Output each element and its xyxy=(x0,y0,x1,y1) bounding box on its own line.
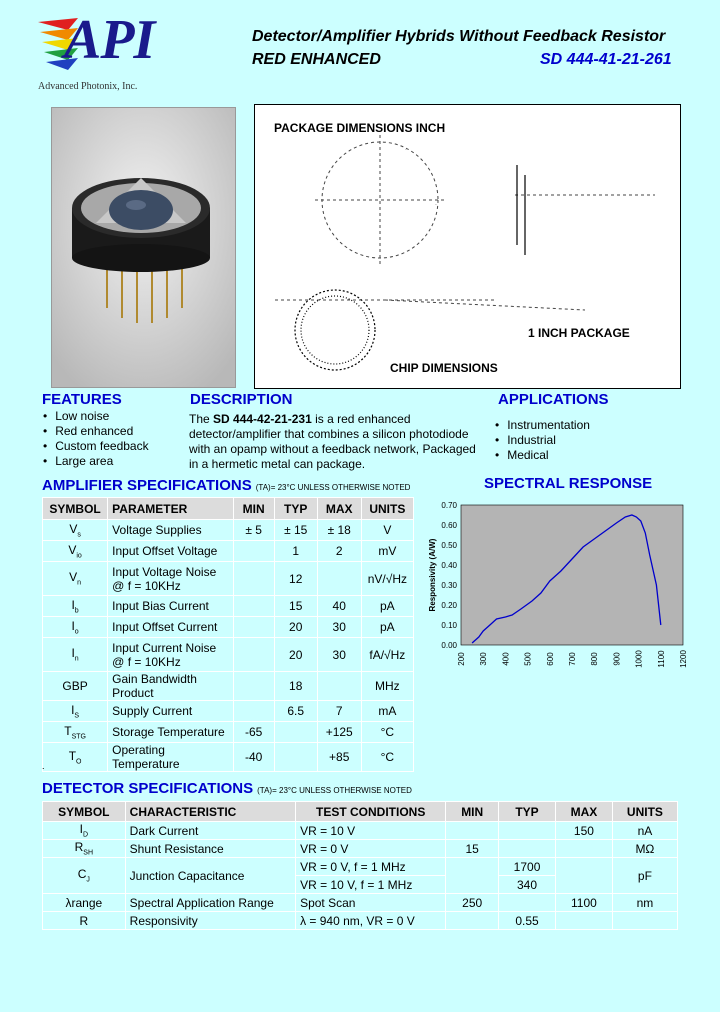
symbol-cell: $V_n$ xyxy=(43,562,108,596)
col-header: UNITS xyxy=(612,802,677,822)
max-cell xyxy=(555,858,612,894)
package-drawing xyxy=(254,104,681,389)
table-row xyxy=(43,743,414,772)
table-row xyxy=(43,722,414,743)
typ-cell: 12 xyxy=(274,562,317,596)
max-cell: 1100 xyxy=(555,894,612,912)
x-tick-label: 500 xyxy=(523,652,533,666)
typ-cell xyxy=(274,743,317,772)
col-header: TEST CONDITIONS xyxy=(296,802,446,822)
symbol-subscript: D xyxy=(82,831,89,839)
product-photo xyxy=(51,107,236,388)
list-item: • Industrial xyxy=(495,433,590,448)
parameter-cell: Input Current Noise @ f = 10KHz xyxy=(108,638,233,672)
symbol-subscript: SH xyxy=(83,849,94,857)
features-list xyxy=(43,409,149,469)
min-cell: ± 5 xyxy=(233,520,274,541)
typ-cell: 20 xyxy=(274,638,317,672)
symbol-cell: $I_S$ xyxy=(43,701,108,722)
symbol-subscript: b xyxy=(74,607,79,615)
x-tick-label: 1000 xyxy=(634,650,644,668)
parameter-cell: Operating Temperature xyxy=(108,743,233,772)
typ-cell xyxy=(499,822,556,840)
page-subtitle: RED ENHANCED xyxy=(252,51,381,68)
x-tick-label: 300 xyxy=(479,652,489,666)
table-row xyxy=(43,822,678,840)
list-item: • Large area xyxy=(43,454,149,469)
units-cell: nV/√Hz xyxy=(361,562,413,596)
package-type-label: 1 INCH PACKAGE xyxy=(528,326,630,340)
table-row xyxy=(43,912,678,930)
units-cell: pA xyxy=(361,617,413,638)
part-number: SD 444-41-21-261 xyxy=(540,51,672,68)
col-header: MAX xyxy=(555,802,612,822)
applications-heading: APPLICATIONS xyxy=(498,391,609,408)
col-header: PARAMETER xyxy=(108,498,233,520)
y-tick-label: 0.20 xyxy=(441,601,457,610)
units-cell: MΩ xyxy=(612,840,677,858)
min-cell: 250 xyxy=(446,894,499,912)
typ-cell: 20 xyxy=(274,617,317,638)
svg-text:.: . xyxy=(435,200,437,207)
col-header: MAX xyxy=(317,498,361,520)
typ-cell: ± 15 xyxy=(274,520,317,541)
col-header: MIN xyxy=(446,802,499,822)
x-tick-label: 1200 xyxy=(679,650,688,668)
table-row xyxy=(43,638,414,672)
col-header: TYP xyxy=(499,802,556,822)
x-tick-label: 1100 xyxy=(656,650,666,668)
dimension-lines xyxy=(255,105,680,388)
symbol-cell: $C_J$ xyxy=(43,858,126,894)
units-cell: pA xyxy=(361,596,413,617)
list-item: • Medical xyxy=(495,448,590,463)
characteristic-cell: Spectral Application Range xyxy=(125,894,295,912)
separator-dot: . xyxy=(42,761,45,771)
plot-area xyxy=(461,505,683,645)
min-cell xyxy=(446,912,499,930)
units-cell: MHz xyxy=(361,672,413,701)
max-cell: 30 xyxy=(317,638,361,672)
x-tick-label: 900 xyxy=(612,652,622,666)
typ-cell: 0.55 xyxy=(499,912,556,930)
max-cell: ± 18 xyxy=(317,520,361,541)
typ-cell: 1 xyxy=(274,541,317,562)
table-row xyxy=(43,596,414,617)
y-tick-label: 0.10 xyxy=(441,621,457,630)
min-cell xyxy=(233,562,274,596)
table-row xyxy=(43,858,678,876)
min-cell xyxy=(233,701,274,722)
typ-cell xyxy=(499,894,556,912)
symbol-cell: λrange xyxy=(43,894,126,912)
symbol-subscript: S xyxy=(74,712,80,720)
typ-cell: 6.5 xyxy=(274,701,317,722)
max-cell: 7 xyxy=(317,701,361,722)
symbol-subscript: STG xyxy=(71,733,86,741)
table-row xyxy=(43,672,414,701)
col-header: MIN xyxy=(233,498,274,520)
amplifier-table xyxy=(42,497,414,772)
symbol-cell: $R_{SH}$ xyxy=(43,840,126,858)
list-item: • Custom feedback xyxy=(43,439,149,454)
characteristic-cell: Responsivity xyxy=(125,912,295,930)
amplifier-note: (TA)= 23°C UNLESS OTHERWISE NOTED xyxy=(255,483,411,492)
table-row xyxy=(43,617,414,638)
min-cell: 15 xyxy=(446,840,499,858)
x-tick-label: 200 xyxy=(457,652,466,666)
x-tick-label: 400 xyxy=(501,652,511,666)
min-cell xyxy=(233,541,274,562)
y-tick-label: 0.00 xyxy=(441,641,457,650)
amplifier-heading: AMPLIFIER SPECIFICATIONS (TA)= 23°C UNLESS OTHERWISE NOTED xyxy=(42,477,411,494)
typ-cell xyxy=(499,840,556,858)
svg-text:.: . xyxy=(405,145,407,152)
condition-cell: VR = 10 V xyxy=(296,822,446,840)
min-cell xyxy=(233,638,274,672)
list-item: • Instrumentation xyxy=(495,418,590,433)
list-item: • Low noise xyxy=(43,409,149,424)
description-part: SD 444-42-21-231 xyxy=(213,412,312,426)
parameter-cell: Input Bias Current xyxy=(108,596,233,617)
parameter-cell: Voltage Supplies xyxy=(108,520,233,541)
col-header: SYMBOL xyxy=(43,498,108,520)
chip-dimensions-label: CHIP DIMENSIONS xyxy=(390,361,498,375)
parameter-cell: Input Voltage Noise @ f = 10KHz xyxy=(108,562,233,596)
symbol-cell: $I_o$ xyxy=(43,617,108,638)
min-cell: -40 xyxy=(233,743,274,772)
typ-cell: 18 xyxy=(274,672,317,701)
col-header: SYMBOL xyxy=(43,802,126,822)
symbol-cell: $V_s$ xyxy=(43,520,108,541)
symbol-cell: $I_n$ xyxy=(43,638,108,672)
page-title: Detector/Amplifier Hybrids Without Feedback Resistor xyxy=(252,28,666,45)
table-row xyxy=(43,520,414,541)
package-dimensions-label: PACKAGE DIMENSIONS INCH xyxy=(274,121,446,135)
max-cell xyxy=(317,672,361,701)
detector-heading: DETECTOR SPECIFICATIONS (TA)= 23°C UNLESS OTHERWISE NOTED xyxy=(42,780,412,797)
parameter-cell: Storage Temperature xyxy=(108,722,233,743)
table-row xyxy=(43,840,678,858)
y-tick-label: 0.30 xyxy=(441,581,457,590)
symbol-subscript: s xyxy=(77,531,81,539)
features-heading: FEATURES xyxy=(42,391,122,408)
col-header: TYP xyxy=(274,498,317,520)
typ-cell xyxy=(274,722,317,743)
min-cell xyxy=(446,822,499,840)
y-tick-label: 0.40 xyxy=(441,561,457,570)
symbol-subscript: O xyxy=(76,758,82,766)
parameter-cell: Gain Bandwidth Product xyxy=(108,672,233,701)
chart-title: SPECTRAL RESPONSE xyxy=(484,475,653,492)
symbol-cell: $I_b$ xyxy=(43,596,108,617)
min-cell xyxy=(233,672,274,701)
symbol-cell: R xyxy=(43,912,126,930)
col-header: UNITS xyxy=(361,498,413,520)
y-axis-label: Responsivity (A/W) xyxy=(428,538,437,612)
condition-cell: VR = 0 V xyxy=(296,840,446,858)
max-cell: 2 xyxy=(317,541,361,562)
parameter-cell: Supply Current xyxy=(108,701,233,722)
condition-cell: VR = 10 V, f = 1 MHz xyxy=(296,876,446,894)
y-tick-label: 0.50 xyxy=(441,541,457,550)
characteristic-cell: Shunt Resistance xyxy=(125,840,295,858)
x-tick-label: 700 xyxy=(568,652,577,666)
symbol-subscript: io xyxy=(76,552,82,560)
max-cell: +85 xyxy=(317,743,361,772)
symbol-cell: $V_{io}$ xyxy=(43,541,108,562)
max-cell xyxy=(555,912,612,930)
max-cell: 30 xyxy=(317,617,361,638)
units-cell: mA xyxy=(361,701,413,722)
symbol-subscript: n xyxy=(74,655,79,663)
y-tick-label: 0.70 xyxy=(441,501,457,510)
condition-cell: VR = 0 V, f = 1 MHz xyxy=(296,858,446,876)
symbol-cell: $I_D$ xyxy=(43,822,126,840)
symbol-cell: $T_{STG}$ xyxy=(43,722,108,743)
max-cell xyxy=(555,840,612,858)
max-cell: +125 xyxy=(317,722,361,743)
col-header: CHARACTERISTIC xyxy=(125,802,295,822)
detector-note: (TA)= 23°C UNLESS OTHERWISE NOTED xyxy=(257,786,412,795)
symbol-cell: GBP xyxy=(43,672,108,701)
table-row xyxy=(43,701,414,722)
condition-cell: Spot Scan xyxy=(296,894,446,912)
units-cell: pF xyxy=(612,858,677,894)
units-cell: V xyxy=(361,520,413,541)
company-name: Advanced Photonix, Inc. xyxy=(38,81,138,92)
symbol-subscript: J xyxy=(86,876,90,884)
symbol-subscript: o xyxy=(74,628,79,636)
condition-cell: λ = 940 nm, VR = 0 V xyxy=(296,912,446,930)
units-cell: nm xyxy=(612,894,677,912)
units-cell: mV xyxy=(361,541,413,562)
table-row xyxy=(43,894,678,912)
min-cell xyxy=(233,596,274,617)
units-cell: °C xyxy=(361,743,413,772)
description-heading: DESCRIPTION xyxy=(190,391,293,408)
list-item: • Red enhanced xyxy=(43,424,149,439)
typ-cell: 340 xyxy=(499,876,556,894)
units-cell: °C xyxy=(361,722,413,743)
x-tick-label: 600 xyxy=(545,652,555,666)
symbol-subscript: n xyxy=(77,579,82,587)
table-row xyxy=(43,541,414,562)
min-cell xyxy=(446,858,499,894)
units-cell: fA/√Hz xyxy=(361,638,413,672)
max-cell: 40 xyxy=(317,596,361,617)
api-logo: API xyxy=(64,9,155,71)
table-row xyxy=(43,562,414,596)
spectral-response-chart xyxy=(425,495,690,675)
y-tick-label: 0.60 xyxy=(441,521,457,530)
min-cell xyxy=(233,617,274,638)
max-cell xyxy=(317,562,361,596)
min-cell: -65 xyxy=(233,722,274,743)
characteristic-cell: Junction Capacitance xyxy=(125,858,295,894)
parameter-cell: Input Offset Current xyxy=(108,617,233,638)
applications-list xyxy=(495,418,590,463)
units-cell: nA xyxy=(612,822,677,840)
units-cell xyxy=(612,912,677,930)
characteristic-cell: Dark Current xyxy=(125,822,295,840)
parameter-cell: Input Offset Voltage xyxy=(108,541,233,562)
typ-cell: 1700 xyxy=(499,858,556,876)
typ-cell: 15 xyxy=(274,596,317,617)
symbol-cell: $T_O$ xyxy=(43,743,108,772)
detector-table xyxy=(42,801,678,930)
description-text: The SD 444-42-21-231 is a red enhanced detector/amplifier that combines a silicon photodiode with an opamp without a feedback network, Packaged in a hermetic metal can package. xyxy=(189,412,476,471)
x-tick-label: 800 xyxy=(590,652,600,666)
max-cell: 150 xyxy=(555,822,612,840)
